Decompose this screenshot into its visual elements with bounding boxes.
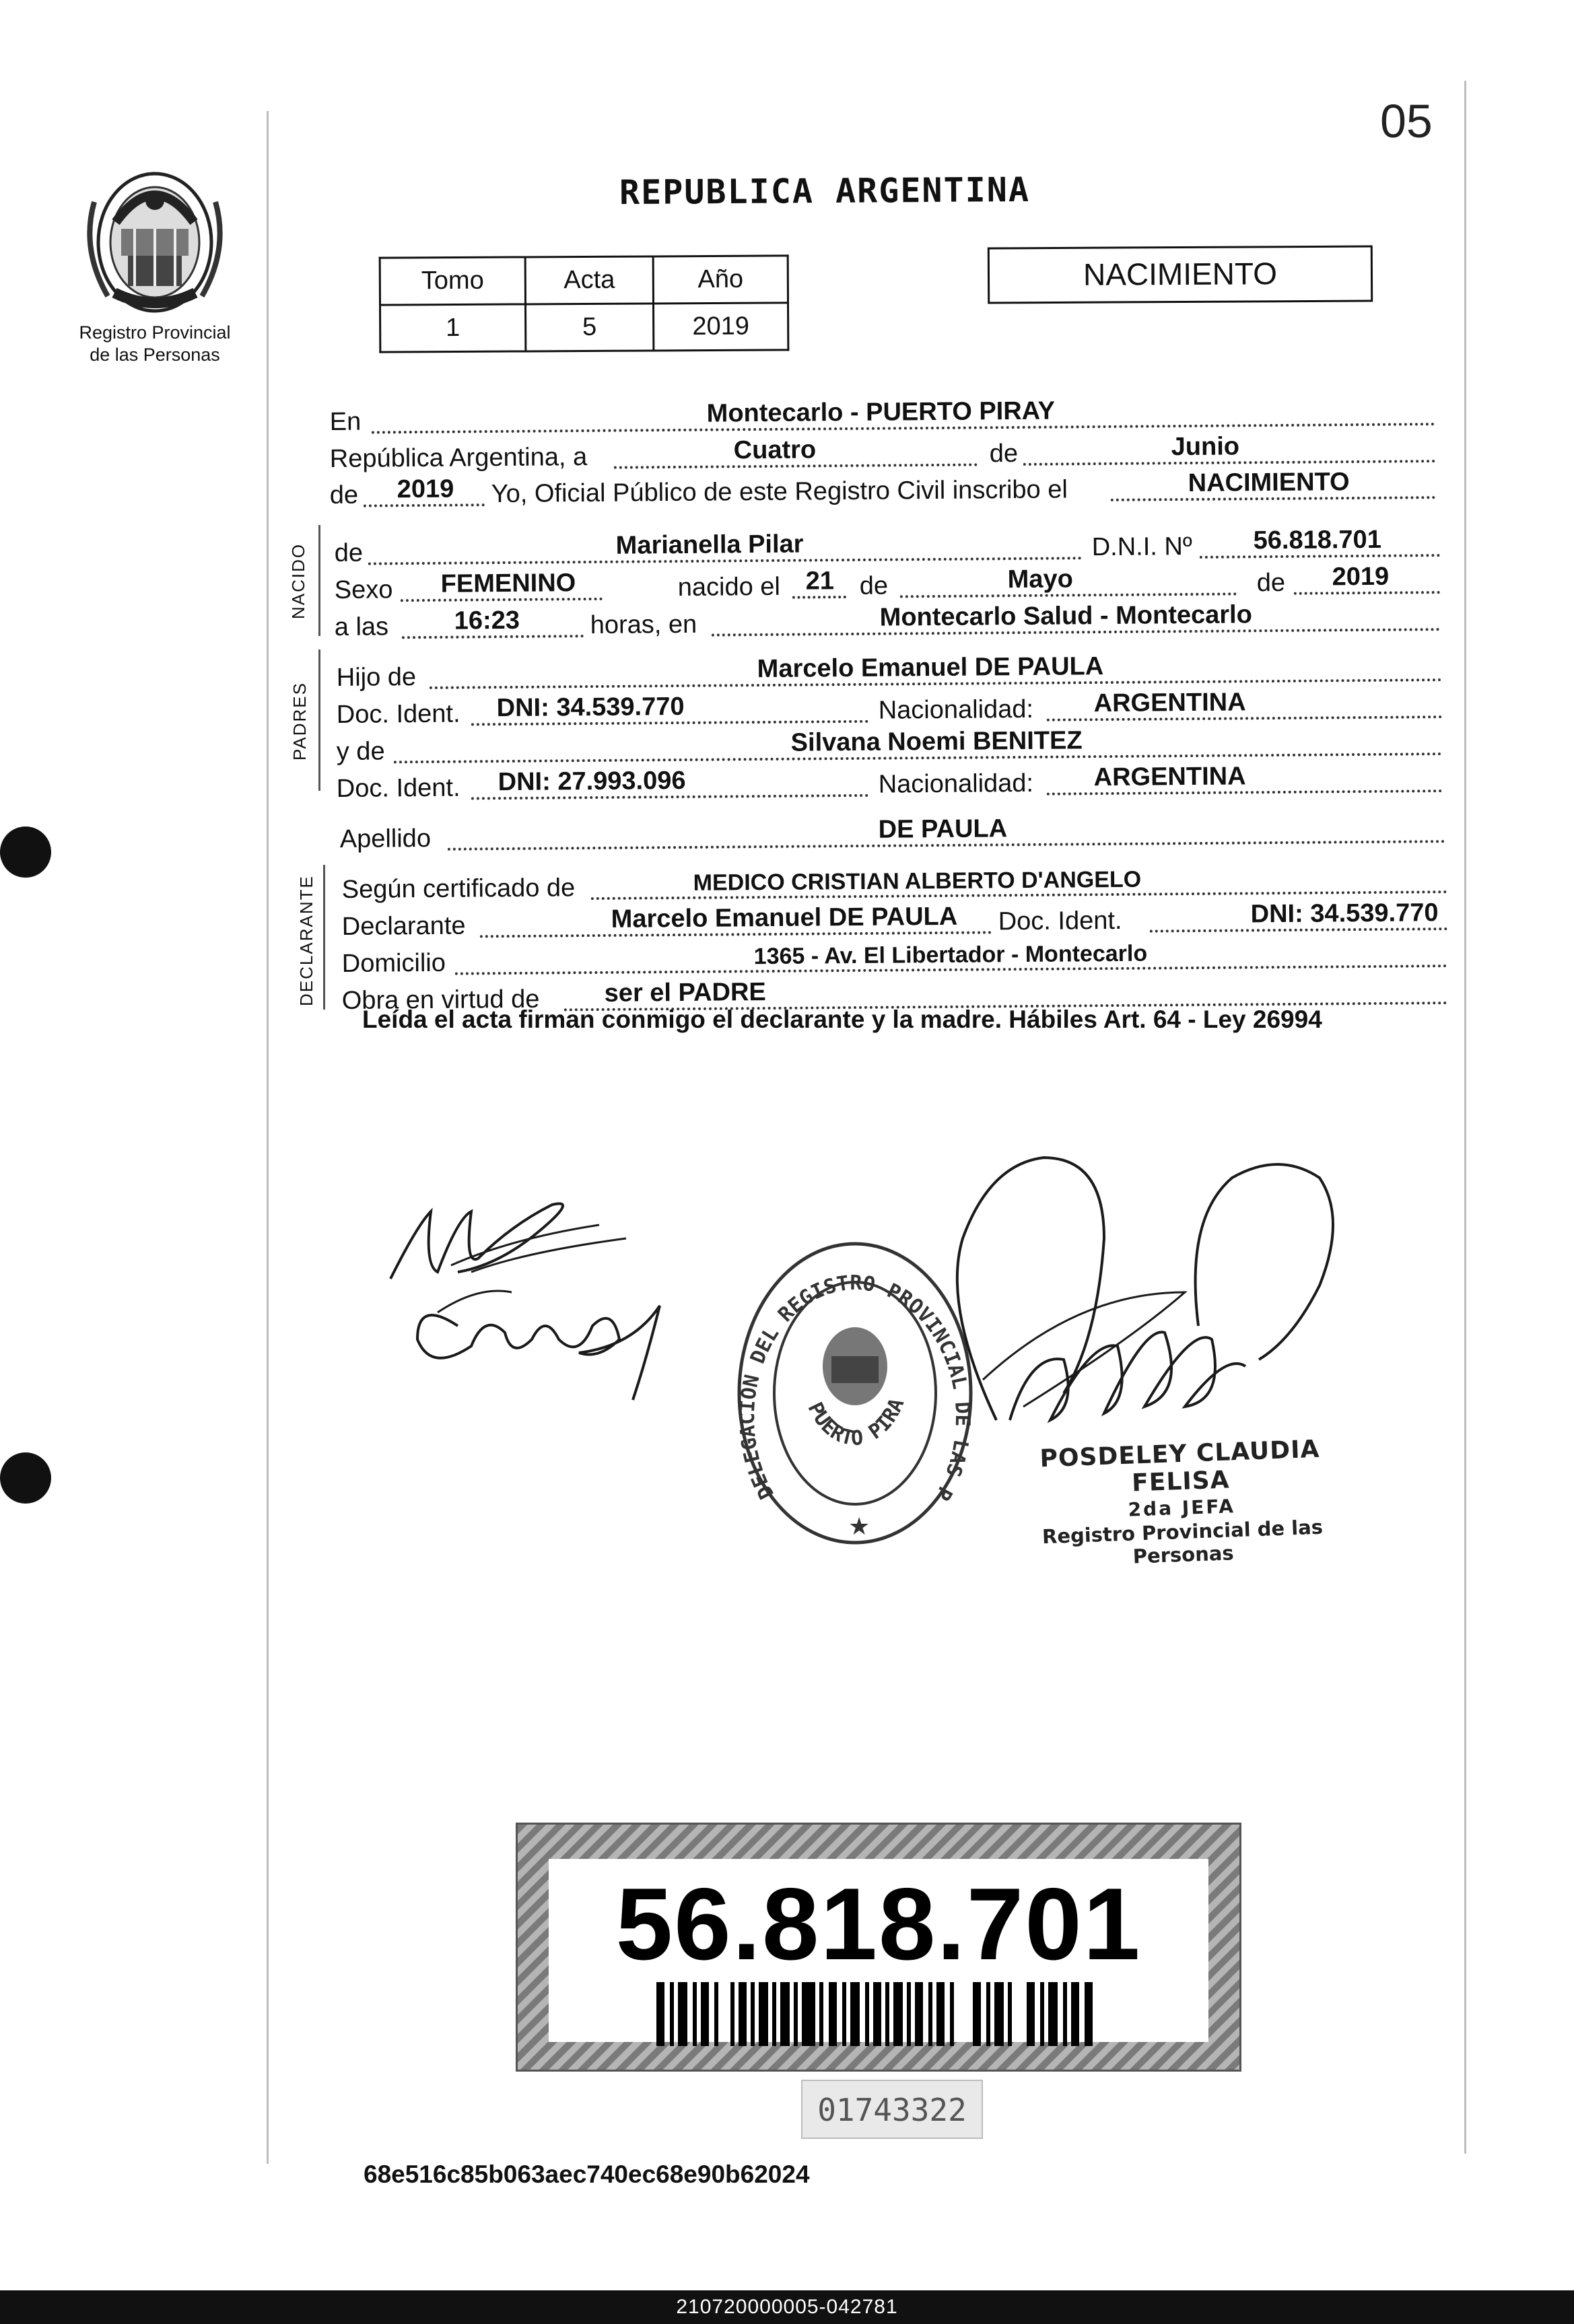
anio-header: Año: [653, 256, 788, 304]
signer-name: POSDELEY CLAUDIA FELISA: [1039, 1435, 1321, 1498]
row-doc2: [337, 759, 1444, 808]
seal-inner-text: PUERTO PIRA: [802, 1395, 910, 1451]
doc1-label: Doc. Ident.: [336, 699, 460, 730]
nac2-label: Nacionalidad:: [878, 769, 1034, 799]
register-value-row: [380, 303, 788, 352]
birth-day-dots: [792, 596, 846, 599]
signer-office: Registro Provincial de las Personas: [1041, 1515, 1324, 1568]
tomo-header: Tomo: [380, 257, 525, 305]
padres-bar: [318, 649, 320, 791]
nacido-el-label: nacido el: [677, 572, 781, 602]
signature-official: [943, 1137, 1360, 1474]
en-label: En: [329, 407, 362, 437]
acta-header: Acta: [525, 256, 653, 304]
year-dots: [364, 503, 485, 507]
inscribo-value: NACIMIENTO: [1188, 468, 1350, 497]
alas-label: a las: [334, 612, 389, 642]
id-number: 56.818.701: [615, 1867, 1142, 1981]
father-nationality: ARGENTINA: [1093, 688, 1246, 718]
signer-role: 2da JEFA: [1128, 1495, 1236, 1521]
section-padres: PADRES: [289, 682, 310, 761]
barcode: [656, 1982, 1094, 2046]
father-doc: DNI: 34.539.770: [496, 692, 685, 723]
birth-year: 2019: [1332, 562, 1390, 592]
month-value: Junio: [1171, 432, 1240, 462]
de2-label: de: [329, 481, 359, 510]
closing-text: Leída el acta firman conmigo el declarante y la madre. Hábiles Art. 64 - Ley 26994: [362, 1006, 1322, 1033]
seal-outer-text: DELEGACION DEL REGISTRO PROVINCIAL DE LAS P: [735, 1271, 975, 1505]
declarante-bar: [323, 865, 325, 1010]
birth-month: Mayo: [1007, 565, 1073, 594]
declarante-label: Declarante: [341, 911, 466, 942]
anio-value: 2019: [653, 303, 788, 351]
nac1-label: Nacionalidad:: [878, 695, 1034, 725]
doc3-label: Doc. Ident.: [998, 906, 1122, 936]
logo-caption-line1: Registro Provincial: [79, 322, 231, 343]
de4-label: de: [1256, 568, 1286, 598]
declarante-doc: DNI: 34.539.770: [1250, 899, 1439, 929]
province-logo: [67, 162, 242, 323]
nacido-de-label: de: [334, 538, 364, 568]
row-apellido: [340, 809, 1447, 858]
sexo-value: FEMENINO: [440, 569, 576, 598]
domicilio-label: Domicilio: [341, 948, 446, 979]
punch-hole-bottom: [0, 1452, 51, 1504]
punch-hole-top: [0, 826, 51, 878]
declarante-value: Marcelo Emanuel DE PAULA: [611, 902, 958, 934]
right-margin-line: [1464, 81, 1466, 2154]
doc2-label: Doc. Ident.: [336, 773, 460, 804]
horas-label: horas, en: [590, 610, 697, 640]
row-hora: [335, 597, 1442, 646]
row-year: [330, 465, 1441, 514]
page-number: 05: [1380, 95, 1433, 147]
mother-nationality: ARGENTINA: [1093, 762, 1246, 792]
obra-label: Obra en virtud de: [341, 985, 540, 1016]
section-declarante: DECLARANTE: [296, 875, 316, 1006]
father-name: Marcelo Emanuel DE PAULA: [757, 652, 1104, 684]
apellido-label: Apellido: [339, 824, 432, 854]
logo-caption: [57, 322, 252, 366]
logo-caption-line2: de las Personas: [90, 345, 220, 365]
register-table: [379, 254, 790, 353]
day-value: Cuatro: [733, 435, 817, 465]
sexo-label: Sexo: [334, 575, 393, 605]
record-type-box: NACIMIENTO: [988, 246, 1373, 304]
left-margin-line: [267, 111, 269, 2164]
footer-id: 210720000005-042781: [0, 2290, 1574, 2324]
nacido-bar: [318, 525, 320, 636]
en-value: Montecarlo - PUERTO PIRAY: [706, 396, 1056, 428]
dni-label: D.N.I. Nº: [1091, 532, 1192, 562]
inscribo-label: Yo, Oficial Público de este Registro Civil inscribo el: [491, 475, 1068, 509]
mother-doc: DNI: 27.993.096: [498, 766, 686, 797]
svg-text:★: ★: [848, 1512, 870, 1540]
section-nacido: NACIDO: [288, 542, 308, 619]
register-header-row: [380, 256, 788, 305]
obra-value: ser el PADRE: [604, 978, 766, 1008]
signer-block: [1004, 1434, 1359, 1572]
republica-label: República Argentina, a: [329, 442, 588, 474]
year-value: 2019: [397, 474, 454, 504]
birth-day: 21: [805, 567, 835, 596]
document-hash: 68e516c85b063aec740ec68e90b62024: [364, 2160, 810, 2188]
child-dni: 56.818.701: [1253, 525, 1382, 555]
de3-label: de: [859, 571, 889, 600]
tomo-value: 1: [380, 304, 526, 352]
birth-time: 16:23: [454, 606, 520, 635]
birth-place: Montecarlo Salud - Montecarlo: [879, 600, 1253, 632]
stamp-serial: 01743322: [801, 2080, 983, 2139]
child-name: Marianella Pilar: [615, 530, 804, 560]
de-label: de: [989, 439, 1019, 468]
yde-label: y de: [336, 737, 385, 767]
document-heading: REPUBLICA ARGENTINA: [619, 170, 1031, 213]
cert-value: MEDICO CRISTIAN ALBERTO D'ANGELO: [693, 866, 1142, 896]
hijo-label: Hijo de: [336, 663, 417, 693]
mother-name: Silvana Noemi BENITEZ: [790, 726, 1083, 757]
registry-seal: [734, 1238, 976, 1548]
cert-label: Según certificado de: [341, 874, 576, 905]
apellido-value: DE PAULA: [878, 814, 1008, 844]
acta-value: 5: [526, 304, 654, 351]
domicilio-value: 1365 - Av. El Libertador - Montecarlo: [753, 940, 1148, 970]
signature-declarante: [377, 1185, 700, 1413]
